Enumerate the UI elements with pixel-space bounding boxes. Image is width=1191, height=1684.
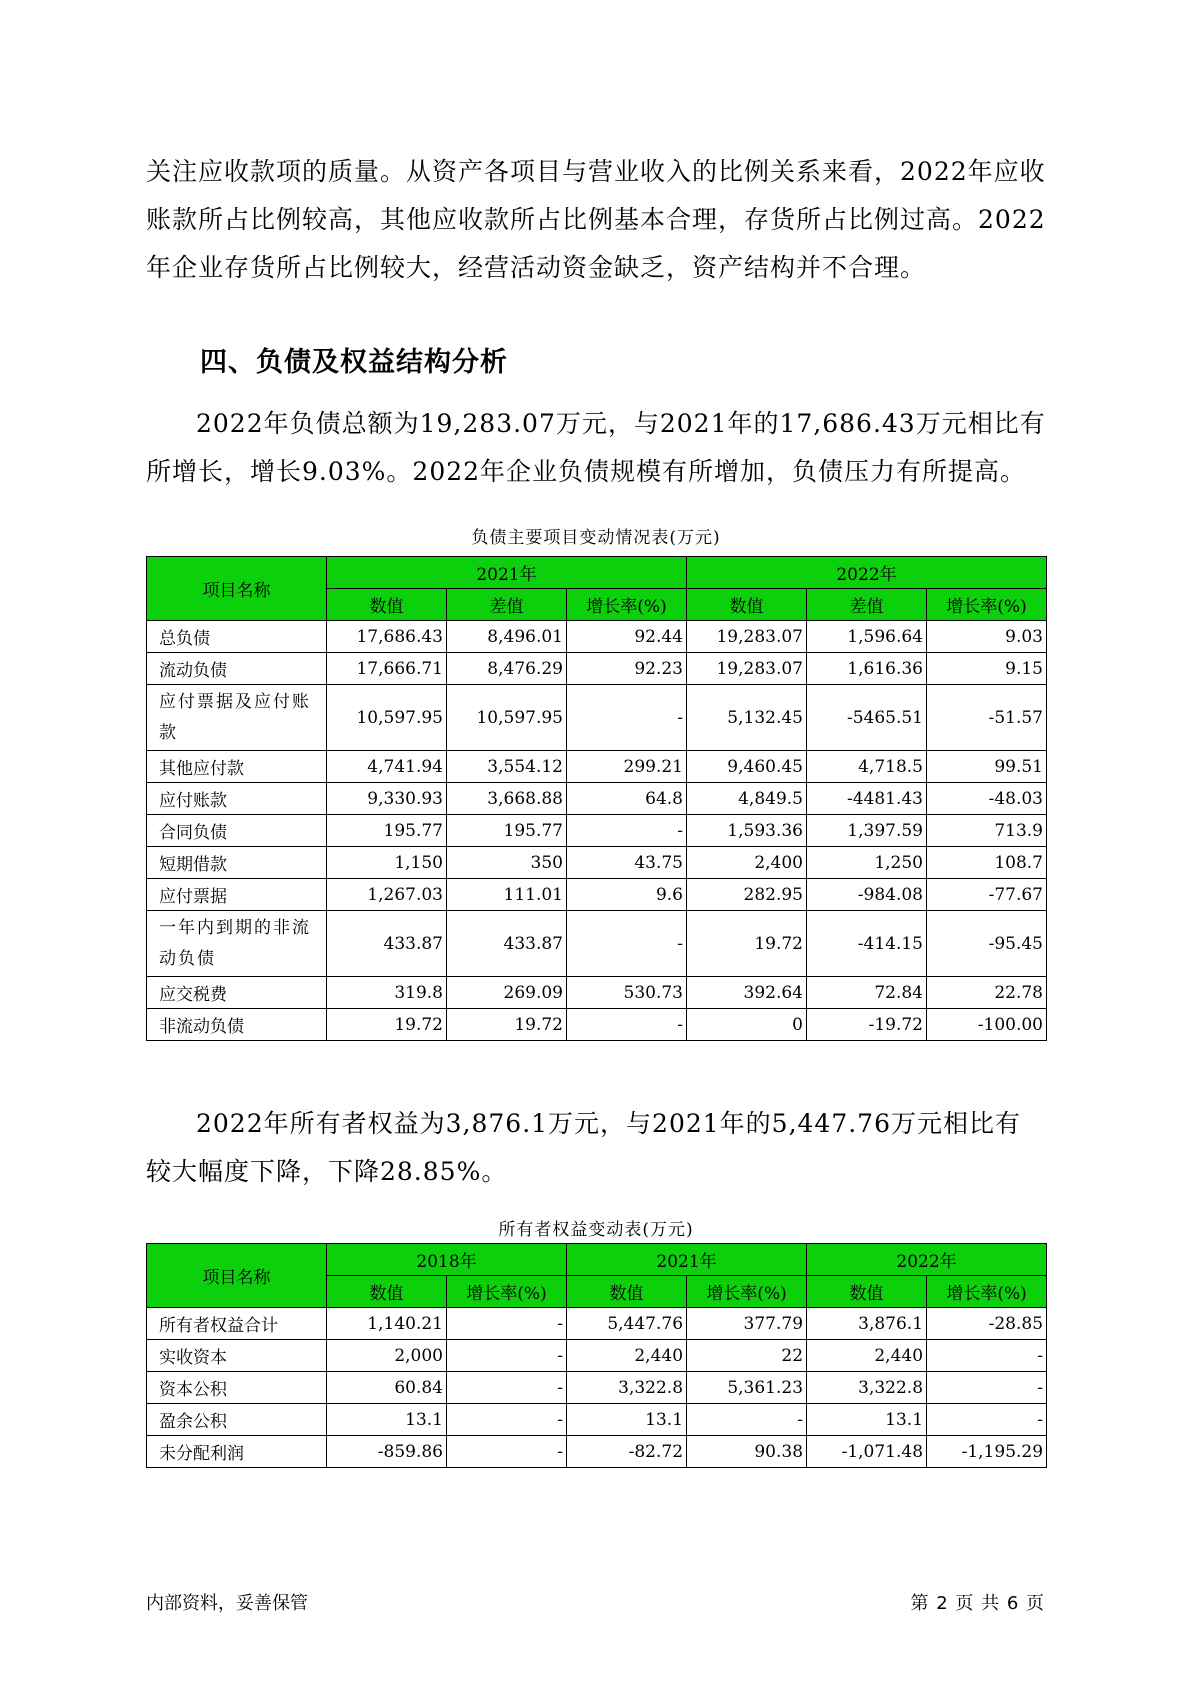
column-header-value: 数值 [567, 1276, 687, 1308]
table-cell: 4,741.94 [327, 751, 447, 783]
table-cell: 3,322.8 [567, 1372, 687, 1404]
table-cell: -100.00 [927, 1009, 1047, 1041]
table-cell: 99.51 [927, 751, 1047, 783]
column-header-growth-rate: 增长率(%) [927, 589, 1047, 621]
table-cell: 92.44 [567, 621, 687, 653]
table-cell: 433.87 [447, 911, 567, 977]
table-cell: 72.84 [807, 977, 927, 1009]
table-cell: - [447, 1308, 567, 1340]
section-heading: 四、负债及权益结构分析 [200, 347, 508, 378]
table-cell: -95.45 [927, 911, 1047, 977]
table-cell: -1,071.48 [807, 1436, 927, 1468]
table-cell: 3,554.12 [447, 751, 567, 783]
table-cell: 195.77 [447, 815, 567, 847]
row-label: 资本公积 [147, 1372, 327, 1404]
table-cell: - [567, 685, 687, 751]
table-cell: -984.08 [807, 879, 927, 911]
table-cell: - [447, 1404, 567, 1436]
table-cell: - [927, 1340, 1047, 1372]
table-cell: 282.95 [687, 879, 807, 911]
table-cell: -48.03 [927, 783, 1047, 815]
table-cell: -77.67 [927, 879, 1047, 911]
row-label: 盈余公积 [147, 1404, 327, 1436]
table-cell: 1,250 [807, 847, 927, 879]
table-cell: - [927, 1372, 1047, 1404]
table-cell: 1,596.64 [807, 621, 927, 653]
row-label: 其他应付款 [147, 751, 327, 783]
table-cell: - [447, 1372, 567, 1404]
table-cell: -51.57 [927, 685, 1047, 751]
table-cell: 4,718.5 [807, 751, 927, 783]
table-cell: -4481.43 [807, 783, 927, 815]
table-row [147, 1436, 1047, 1468]
table-cell: -414.15 [807, 911, 927, 977]
paragraph-equity-text: 2022年所有者权益为3,876.1万元，与2021年的5,447.76万元相比有较大幅度下降，下降28.85%。 [146, 1109, 1021, 1186]
table-row [147, 653, 1047, 685]
table-cell: 1,593.36 [687, 815, 807, 847]
table-cell: - [447, 1340, 567, 1372]
equity-table [146, 1243, 1047, 1468]
table-row [147, 1372, 1047, 1404]
table-cell: 22 [687, 1340, 807, 1372]
column-header-growth-rate: 增长率(%) [567, 589, 687, 621]
row-label: 应付账款 [147, 783, 327, 815]
table-row [147, 911, 1047, 977]
column-header-difference: 差值 [807, 589, 927, 621]
row-label: 一年内到期的非流动负债 [147, 911, 327, 977]
table-cell: 5,132.45 [687, 685, 807, 751]
column-header-value: 数值 [687, 589, 807, 621]
table-cell: 269.09 [447, 977, 567, 1009]
table-cell: 13.1 [567, 1404, 687, 1436]
table-cell: 19.72 [687, 911, 807, 977]
column-header-year: 2021年 [327, 557, 687, 589]
liabilities-table [146, 556, 1047, 1041]
table-row [147, 1404, 1047, 1436]
table-row [147, 751, 1047, 783]
table-cell: 3,322.8 [807, 1372, 927, 1404]
row-label: 合同负债 [147, 815, 327, 847]
table-cell: 2,440 [807, 1340, 927, 1372]
column-header-growth-rate: 增长率(%) [927, 1276, 1047, 1308]
table-cell: 1,267.03 [327, 879, 447, 911]
column-header-growth-rate: 增长率(%) [447, 1276, 567, 1308]
table-cell: -82.72 [567, 1436, 687, 1468]
table-cell: 377.79 [687, 1308, 807, 1340]
table-cell: 5,447.76 [567, 1308, 687, 1340]
table-cell: 8,496.01 [447, 621, 567, 653]
table-cell: 9.6 [567, 879, 687, 911]
column-header-year: 2022年 [687, 557, 1047, 589]
table-cell: 1,616.36 [807, 653, 927, 685]
row-label: 应付票据及应付账款 [147, 685, 327, 751]
table-cell: 22.78 [927, 977, 1047, 1009]
column-header-value: 数值 [327, 1276, 447, 1308]
row-label: 非流动负债 [147, 1009, 327, 1041]
table-row [147, 621, 1047, 653]
paragraph-liabilities [146, 400, 1046, 496]
table-cell: -1,195.29 [927, 1436, 1047, 1468]
table-row [147, 847, 1047, 879]
paragraph-equity [146, 1100, 1046, 1196]
table-cell: 530.73 [567, 977, 687, 1009]
table-cell: 43.75 [567, 847, 687, 879]
table-cell: 111.01 [447, 879, 567, 911]
row-label: 未分配利润 [147, 1436, 327, 1468]
table-cell: -19.72 [807, 1009, 927, 1041]
column-header-value: 数值 [807, 1276, 927, 1308]
table-cell: 19,283.07 [687, 621, 807, 653]
table-cell: - [927, 1404, 1047, 1436]
table-cell: 19.72 [327, 1009, 447, 1041]
table-cell: 3,668.88 [447, 783, 567, 815]
table-cell: 10,597.95 [327, 685, 447, 751]
column-header-year: 2018年 [327, 1244, 567, 1276]
table-cell: 64.8 [567, 783, 687, 815]
column-header-difference: 差值 [447, 589, 567, 621]
table-cell: 1,397.59 [807, 815, 927, 847]
table-cell: - [687, 1404, 807, 1436]
table-row [147, 783, 1047, 815]
table-cell: 13.1 [807, 1404, 927, 1436]
table-cell: 2,000 [327, 1340, 447, 1372]
row-label: 实收资本 [147, 1340, 327, 1372]
row-label: 应付票据 [147, 879, 327, 911]
column-header-growth-rate: 增长率(%) [687, 1276, 807, 1308]
table-cell: 195.77 [327, 815, 447, 847]
table-cell: 90.38 [687, 1436, 807, 1468]
row-label: 应交税费 [147, 977, 327, 1009]
table-cell: 392.64 [687, 977, 807, 1009]
table-cell: - [567, 911, 687, 977]
table-cell: 1,140.21 [327, 1308, 447, 1340]
table-cell: 9,330.93 [327, 783, 447, 815]
column-header-item-name: 项目名称 [147, 1244, 327, 1308]
column-header-item-name: 项目名称 [147, 557, 327, 621]
table-cell: 433.87 [327, 911, 447, 977]
table-cell: 19.72 [447, 1009, 567, 1041]
liabilities-table-caption: 负债主要项目变动情况表(万元) [471, 528, 721, 548]
table-cell: - [567, 815, 687, 847]
table-cell: -28.85 [927, 1308, 1047, 1340]
table-cell: 1,150 [327, 847, 447, 879]
column-header-value: 数值 [327, 589, 447, 621]
paragraph-receivables: 关注应收款项的质量。从资产各项目与营业收入的比例关系来看，2022年应收账款所占比例较高，其他应收款所占比例基本合理，存货所占比例过高。2022年企业存货所占比例较大，经营活动资金缺乏，资产结构并不合理。 [146, 157, 1046, 282]
table-cell: 2,400 [687, 847, 807, 879]
row-label: 流动负债 [147, 653, 327, 685]
row-label: 短期借款 [147, 847, 327, 879]
table-row [147, 815, 1047, 847]
table-cell: 3,876.1 [807, 1308, 927, 1340]
table-cell: 0 [687, 1009, 807, 1041]
column-header-year: 2022年 [807, 1244, 1047, 1276]
table-cell: - [447, 1436, 567, 1468]
table-row [147, 685, 1047, 751]
footer-page-number: 第 2 页 共 6 页 [910, 1593, 1045, 1614]
table-cell: 299.21 [567, 751, 687, 783]
table-cell: 17,686.43 [327, 621, 447, 653]
table-cell: 19,283.07 [687, 653, 807, 685]
table-cell: 4,849.5 [687, 783, 807, 815]
table-cell: 9.15 [927, 653, 1047, 685]
table-cell: 9.03 [927, 621, 1047, 653]
column-header-year: 2021年 [567, 1244, 807, 1276]
table-cell: -5465.51 [807, 685, 927, 751]
table-cell: 350 [447, 847, 567, 879]
table-cell: -859.86 [327, 1436, 447, 1468]
table-row [147, 1009, 1047, 1041]
table-row [147, 879, 1047, 911]
table-cell: 60.84 [327, 1372, 447, 1404]
paragraph-liabilities-text: 2022年负债总额为19,283.07万元，与2021年的17,686.43万元相比有所增长，增长9.03%。2022年企业负债规模有所增加，负债压力有所提高。 [146, 409, 1046, 486]
table-row [147, 1340, 1047, 1372]
table-row [147, 1308, 1047, 1340]
table-cell: 17,666.71 [327, 653, 447, 685]
table-row [147, 977, 1047, 1009]
table-cell: 2,440 [567, 1340, 687, 1372]
table-cell: 319.8 [327, 977, 447, 1009]
table-cell: - [567, 1009, 687, 1041]
footer-confidential-note: 内部资料，妥善保管 [146, 1593, 308, 1614]
table-cell: 8,476.29 [447, 653, 567, 685]
table-cell: 9,460.45 [687, 751, 807, 783]
row-label: 总负债 [147, 621, 327, 653]
equity-table-caption: 所有者权益变动表(万元) [498, 1220, 694, 1240]
table-cell: 108.7 [927, 847, 1047, 879]
table-cell: 5,361.23 [687, 1372, 807, 1404]
table-cell: 10,597.95 [447, 685, 567, 751]
table-cell: 713.9 [927, 815, 1047, 847]
table-cell: 13.1 [327, 1404, 447, 1436]
row-label: 所有者权益合计 [147, 1308, 327, 1340]
table-cell: 92.23 [567, 653, 687, 685]
